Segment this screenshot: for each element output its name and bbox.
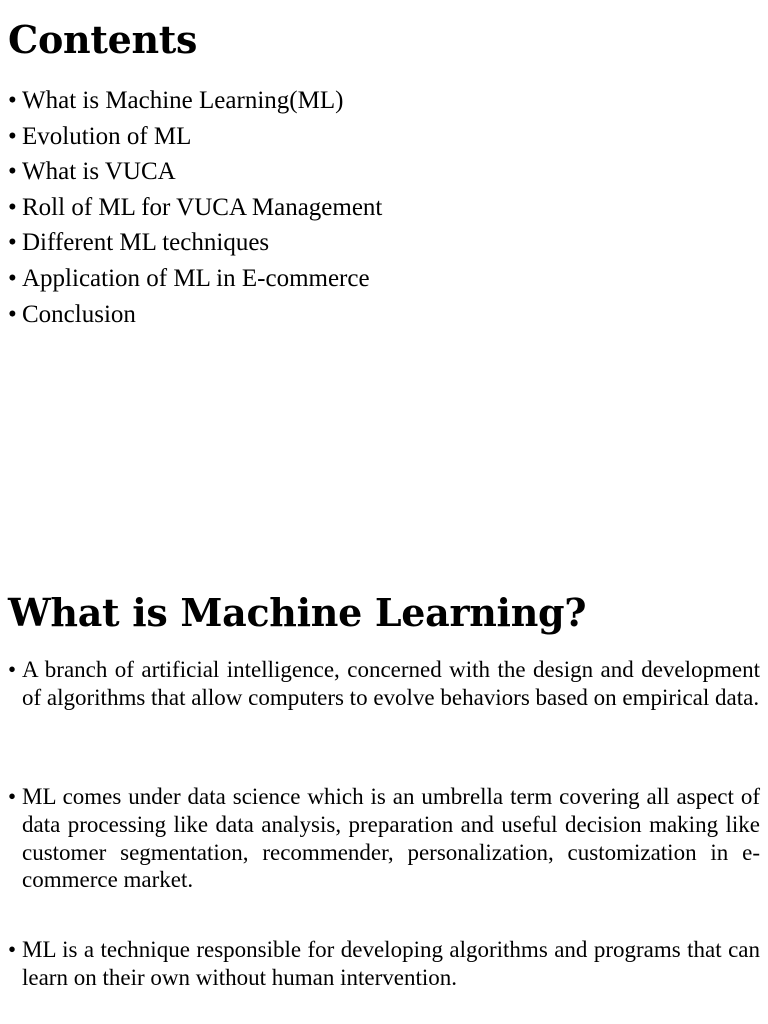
contents-item: • Conclusion <box>8 297 382 333</box>
definition-bullet: • A branch of artificial intelligence, concerned with the design and development of algorithms that allow computers to evolve behaviors based on empirical data. <box>8 656 760 712</box>
what-is-ml-slide <box>0 512 768 1024</box>
contents-item: • Roll of ML for VUCA Management <box>8 190 382 226</box>
technique-bullet: • ML is a technique responsible for developing algorithms and programs that can learn on their own without human intervention. <box>8 936 760 992</box>
contents-title: Contents <box>8 17 198 62</box>
contents-item: • Application of ML in E-commerce <box>8 261 382 297</box>
what-is-ml-title: What is Machine Learning? <box>8 590 587 635</box>
contents-item: • Evolution of ML <box>8 119 382 155</box>
data-science-bullet: • ML comes under data science which is an umbrella term covering all aspect of data processing like data analysis, preparation and useful decision making like customer segmentation, recommender, personalization, customization in e-commerce market. <box>8 783 760 894</box>
contents-item: • Different ML techniques <box>8 225 382 261</box>
contents-list <box>8 83 382 332</box>
contents-item: • What is Machine Learning(ML) <box>8 83 382 119</box>
contents-item: • What is VUCA <box>8 154 382 190</box>
